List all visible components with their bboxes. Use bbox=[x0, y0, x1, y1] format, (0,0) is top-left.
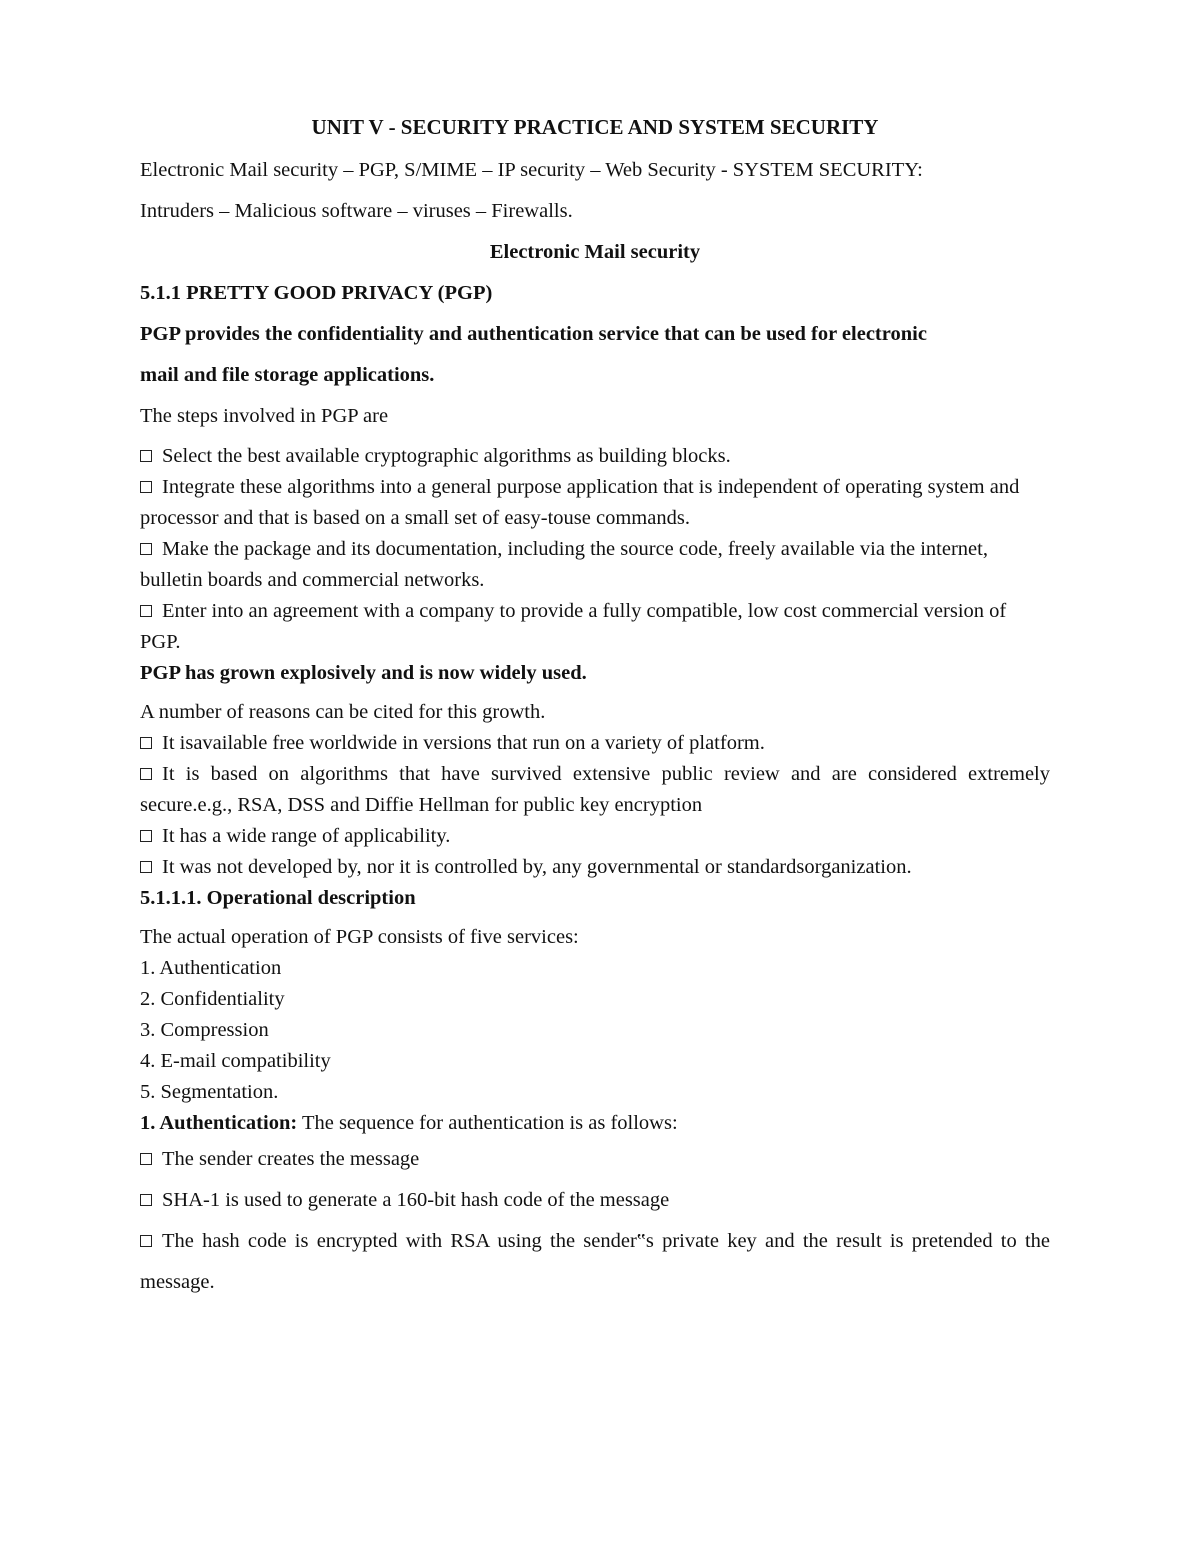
checkbox-bullet-icon bbox=[140, 450, 152, 462]
list-item: 5. Segmentation. bbox=[140, 1081, 279, 1103]
step-text: Make the package and its documentation, including the source code, freely available via the internet, bulletin boards and commercial networks. bbox=[140, 538, 988, 591]
authentication-paragraph bbox=[140, 1108, 1050, 1139]
authentication-text: The sequence for authentication is as follows: bbox=[297, 1112, 678, 1134]
checkbox-bullet-icon bbox=[140, 861, 152, 873]
step-text: Select the best available cryptographic algorithms as building blocks. bbox=[162, 445, 731, 467]
list-item bbox=[140, 759, 1050, 821]
checkbox-bullet-icon bbox=[140, 830, 152, 842]
list-item bbox=[140, 852, 1050, 883]
auth-steps-list bbox=[140, 1139, 1050, 1303]
document-title: UNIT V - SECURITY PRACTICE AND SYSTEM SECURITY bbox=[311, 115, 879, 139]
checkbox-bullet-icon bbox=[140, 605, 152, 617]
list-item bbox=[140, 1139, 1050, 1180]
operational-heading: 5.1.1.1. Operational description bbox=[140, 887, 416, 909]
checkbox-bullet-icon bbox=[140, 768, 152, 780]
auth-step-text: The sender creates the message bbox=[162, 1148, 420, 1170]
list-item bbox=[140, 821, 1050, 852]
reason-text: It is based on algorithms that have survived extensive public review and are considered extremely secure.e.g., RSA, DSS and Diffie Hellman for public key encryption bbox=[140, 763, 1050, 816]
pgp-heading: 5.1.1 PRETTY GOOD PRIVACY (PGP) bbox=[140, 282, 493, 304]
list-item bbox=[140, 441, 1050, 472]
list-item: 3. Compression bbox=[140, 1019, 269, 1041]
authentication-label: 1. Authentication: bbox=[140, 1112, 298, 1134]
growth-intro: A number of reasons can be cited for this growth. bbox=[140, 701, 546, 723]
reason-text: It has a wide range of applicability. bbox=[162, 825, 451, 847]
list-item: 1. Authentication bbox=[140, 957, 282, 979]
list-item bbox=[140, 1221, 1050, 1303]
list-item bbox=[140, 534, 1050, 596]
checkbox-bullet-icon bbox=[140, 481, 152, 493]
growth-bold: PGP has grown explosively and is now widely used. bbox=[140, 662, 587, 684]
services-list bbox=[140, 953, 1050, 1108]
operational-intro: The actual operation of PGP consists of five services: bbox=[140, 926, 579, 948]
step-text: Enter into an agreement with a company to provide a fully compatible, low cost commercial version of PGP. bbox=[140, 600, 1007, 653]
list-item bbox=[140, 1180, 1050, 1221]
list-item: 4. E-mail compatibility bbox=[140, 1050, 331, 1072]
reason-text: It was not developed by, nor it is controlled by, any governmental or standardsorganization. bbox=[162, 856, 912, 878]
checkbox-bullet-icon bbox=[140, 1153, 152, 1165]
auth-step-text: The hash code is encrypted with RSA using the sender‟s private key and the result is pretended to the message. bbox=[140, 1230, 1050, 1293]
reason-text: It isavailable free worldwide in versions that run on a variety of platform. bbox=[162, 732, 765, 754]
checkbox-bullet-icon bbox=[140, 1235, 152, 1247]
steps-list bbox=[140, 441, 1050, 658]
checkbox-bullet-icon bbox=[140, 1194, 152, 1206]
list-item: 2. Confidentiality bbox=[140, 988, 285, 1010]
intro-line-1: Electronic Mail security – PGP, S/MIME – IP security – Web Security - SYSTEM SECURITY: bbox=[140, 159, 923, 181]
list-item bbox=[140, 596, 1050, 658]
list-item bbox=[140, 472, 1050, 534]
pgp-bold-line-1: PGP provides the confidentiality and authentication service that can be used for electronic bbox=[140, 323, 927, 345]
auth-step-text: SHA-1 is used to generate a 160-bit hash code of the message bbox=[162, 1189, 670, 1211]
checkbox-bullet-icon bbox=[140, 543, 152, 555]
section-heading: Electronic Mail security bbox=[489, 241, 701, 263]
step-text: Integrate these algorithms into a general purpose application that is independent of operating system and processor and that is based on a small set of easy-touse commands. bbox=[140, 476, 1020, 529]
intro-line-2: Intruders – Malicious software – viruses – Firewalls. bbox=[140, 200, 573, 222]
checkbox-bullet-icon bbox=[140, 737, 152, 749]
steps-intro: The steps involved in PGP are bbox=[140, 405, 389, 427]
list-item bbox=[140, 728, 1050, 759]
pgp-bold-line-2: mail and file storage applications. bbox=[140, 364, 435, 386]
reasons-list bbox=[140, 728, 1050, 883]
